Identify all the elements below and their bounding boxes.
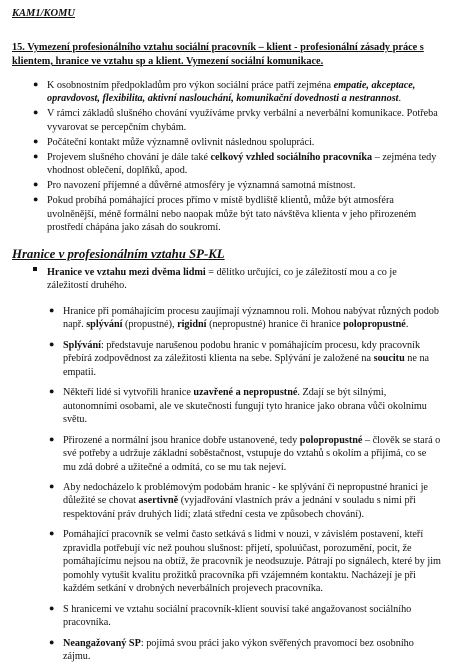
list-item-emphasis: celkový vzhled sociálního pracovníka bbox=[210, 151, 373, 163]
section-title: Hranice v profesionálním vztahu SP-KL bbox=[12, 247, 225, 261]
list-item-text: V rámci základů slušného chování využíváme prvky verbální a neverbální komunikace. Potřeba vyvarovat se percepčním chybám. bbox=[47, 108, 438, 133]
list-item-text: – zejména tedy vhodnost oblečení, doplňků, apod. bbox=[47, 151, 437, 177]
list-item-text: (propustné), bbox=[122, 319, 178, 331]
list-item-emphasis: asertivně bbox=[138, 495, 179, 507]
list-item-text: Přirozené a normální jsou hranice dobře ustanovené, tedy bbox=[63, 434, 300, 446]
list-item-text: Hranice při pomáhajícím procesu zaujímají významnou roli. Mohou nabývat různých podob např. bbox=[63, 306, 439, 331]
list-item-text: Pomáhající pracovník se velmi často setkává s lidmi v nouzi, v závislém postavení, kteří zpravidla potřebují víc než pouhou slušnost: přijetí, spoluúčast, porozumění, pocit, že pomáhajícímu nejsou na obtíž, že pracovník je neodsuzuje. Pátrají po signálech, které by jim pomohly vytušit kvalitu prožitků pracovníka při vzájemném kontaktu. Nacházejí je při každém setkání v drobných neverbálních projevech pracovníka. bbox=[63, 529, 441, 595]
list-item bbox=[33, 79, 439, 106]
list-item-emphasis: Hranice ve vztahu mezi dvěma lidmi bbox=[47, 267, 206, 278]
list-item-emphasis: polopropustné bbox=[299, 434, 363, 446]
list-item bbox=[33, 135, 439, 149]
list-item-text: Pokud probíhá pomáhající proces přímo v místě bydliště klientů, může být atmosféra uvolněnější, méně formální nebo naopak může být tato návštěva klienta v jeho přirozeném prostředí chápána jako zásah do soukromí. bbox=[47, 195, 417, 234]
list-item-text: ne na empatii. bbox=[63, 353, 430, 378]
list-item-emphasis: splývání bbox=[86, 319, 123, 331]
bullet-dot-icon: ● bbox=[49, 386, 55, 397]
list-item-text: K osobnostním předpokladům pro výkon sociální práce patří zejména bbox=[47, 80, 334, 91]
list-item-text: Aby nedocházelo k problémovým podobám hranic - ke splývání či nepropustné hranici je důležité se chovat bbox=[63, 481, 428, 507]
list-item-text: = dělítko určující, co je záležitostí mou a co je záležitostí druhého. bbox=[47, 267, 397, 292]
list-item-text: Počáteční kontakt může významně ovlivnit následnou spolupráci. bbox=[47, 136, 315, 148]
list-item bbox=[49, 636, 441, 664]
bullet-dot-icon: ● bbox=[49, 338, 55, 349]
bullet-dot-icon: ● bbox=[49, 433, 55, 444]
bullet-dot-icon: ● bbox=[33, 135, 39, 146]
list-item-emphasis: Neangažovaný SP bbox=[63, 637, 141, 649]
list-item-emphasis: Splývání bbox=[63, 339, 101, 351]
list-item bbox=[49, 480, 441, 521]
list-item bbox=[49, 433, 441, 474]
bullet-dot-icon: ● bbox=[49, 636, 55, 647]
list-item bbox=[33, 179, 439, 192]
prerequisites-list bbox=[33, 79, 439, 236]
list-item-text: : představuje narušenou podobu hranic v pomáhajícím procesu, kdy pracovník přebírá zodpovědnost za záležitosti klienta na sebe. Splývání je založené na bbox=[63, 339, 421, 365]
bullet-dot-icon: ● bbox=[49, 602, 55, 613]
bullet-dot-icon: ● bbox=[49, 528, 55, 539]
document-code: KAM1/KOMU bbox=[12, 8, 76, 19]
list-item bbox=[49, 338, 441, 379]
list-item-emphasis: rigidní bbox=[177, 319, 207, 331]
list-item bbox=[33, 107, 439, 134]
list-item-text: . bbox=[398, 93, 402, 105]
list-item-text: (vyjadřování vlastních práv a jednání v souladu s nimi při respektování práv druhých lidí; zlatá střední cesta ve způsobech chování). bbox=[63, 495, 416, 520]
list-item-text: . bbox=[405, 319, 409, 331]
list-item-emphasis: uzavřené a nepropustné bbox=[193, 387, 298, 399]
bullet-dot-icon: ● bbox=[33, 179, 39, 190]
bullet-dot-icon: ● bbox=[49, 305, 55, 315]
list-item bbox=[33, 194, 439, 234]
list-item-emphasis: soucitu bbox=[373, 353, 405, 365]
list-item bbox=[33, 150, 439, 178]
bullet-dot-icon: ● bbox=[33, 194, 39, 205]
list-item-text: S hranicemi ve vztahu sociální pracovník-klient souvisí také angažovanost sociálního pracovníka. bbox=[63, 603, 412, 629]
list-item bbox=[47, 266, 439, 293]
list-item-text: : pojímá svou práci jako výkon svěřených pravomocí bez osobního zájmu. bbox=[63, 637, 414, 662]
list-item-text: . Zdají se být silnými, autonomními osobami, ale ve skutečnosti fungují tyto hranice jako obrana vůči okolnímu světu. bbox=[63, 387, 427, 426]
list-item-emphasis: polopropustné bbox=[343, 319, 406, 331]
list-item-emphasis: empatie, akceptace, opravdovost, flexibilita, aktivní naslouchání, komunikační dovednosti a nestrannost bbox=[47, 80, 416, 105]
bullet-dot-icon: ● bbox=[33, 79, 39, 89]
list-item-text: Někteří lidé si vytvořili hranice bbox=[63, 387, 194, 399]
list-item-text: – člověk se stará o své potřeby a udržuje základní soběstačnost, vstupuje do vztahů s okolím a přijímá, co se mu zdá dobré a užitečné a odmítá, co se mu tak nejeví. bbox=[63, 434, 441, 473]
boundaries-definition-list bbox=[47, 266, 439, 293]
list-item-text: Projevem slušného chování je dále také bbox=[47, 151, 211, 163]
bullet-dot-icon bbox=[33, 267, 37, 271]
boundaries-detail-list bbox=[49, 305, 441, 670]
list-item-text: (nepropustné) hranice či hranice bbox=[206, 319, 344, 331]
list-item bbox=[49, 528, 441, 595]
list-item bbox=[49, 602, 441, 630]
list-item-text: Pro navození příjemné a důvěrné atmosféry je významná samotná místnost. bbox=[47, 180, 356, 192]
bullet-dot-icon: ● bbox=[49, 480, 55, 491]
list-item bbox=[49, 386, 441, 426]
bullet-dot-icon: ● bbox=[33, 107, 39, 118]
document-heading: 15. Vymezení profesionálního vztahu sociální pracovník – klient - profesionální zásady práce s klientem, hranice ve vztahu sp a klient. Vymezení sociální komunikace. bbox=[12, 42, 424, 67]
bullet-dot-icon: ● bbox=[33, 150, 39, 161]
list-item bbox=[49, 305, 441, 332]
